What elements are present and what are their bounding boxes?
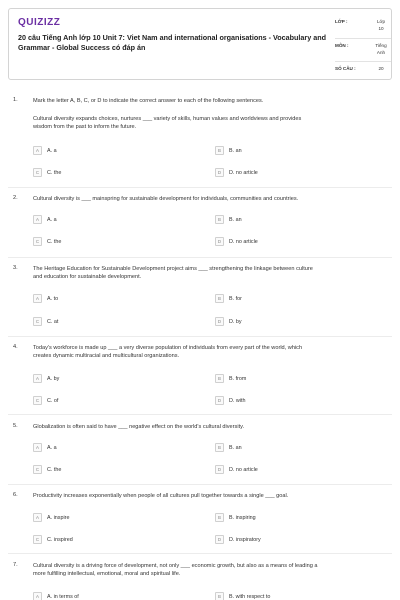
option-letter: D <box>215 396 224 405</box>
option-text: A. a <box>47 216 57 223</box>
answer-option[interactable] <box>215 592 270 600</box>
option-letter: B <box>215 146 224 155</box>
question-line: Productivity increases exponentially when people of all cultures pull together towards a single ___ goal. <box>33 493 289 499</box>
question-divider <box>8 553 392 554</box>
answer-option[interactable] <box>33 374 59 383</box>
option-text: B. with respect to <box>229 593 271 600</box>
question-number: 5. <box>13 423 18 429</box>
answer-option[interactable] <box>33 168 61 177</box>
meta-label: MÔN : <box>335 43 349 48</box>
question-number: 2. <box>13 195 18 201</box>
option-text: D. by <box>229 318 242 325</box>
meta-class <box>335 15 391 38</box>
answer-option[interactable] <box>33 215 57 224</box>
answer-option[interactable] <box>215 317 242 326</box>
answer-option[interactable] <box>33 513 69 522</box>
option-letter: A <box>33 374 42 383</box>
question-divider <box>8 336 392 337</box>
option-text: B. an <box>229 444 242 451</box>
option-text: A. by <box>47 375 60 382</box>
option-text: C. the <box>47 466 62 473</box>
option-letter: A <box>33 146 42 155</box>
question-line: Globalization is often said to have ___ negative effect on the world's cultural diversity. <box>33 424 245 430</box>
question-text <box>33 344 389 360</box>
question-instruction <box>33 97 389 105</box>
question-number: 6. <box>13 492 18 498</box>
option-letter: A <box>33 592 42 600</box>
option-letter: C <box>33 168 42 177</box>
answer-option[interactable] <box>215 237 258 246</box>
answer-option[interactable] <box>215 513 256 522</box>
meta-value-line: Tiếng <box>375 43 387 48</box>
option-text: D. no article <box>229 238 258 245</box>
option-text: A. to <box>47 295 59 302</box>
question-line: creates dynamic multiracial and multicultural organizations. <box>33 353 180 359</box>
option-letter: A <box>33 443 42 452</box>
option-text: C. inspired <box>47 536 73 543</box>
question-number: 4. <box>13 344 18 350</box>
answer-option[interactable] <box>215 168 258 177</box>
option-letter: B <box>215 443 224 452</box>
question-divider <box>8 257 392 258</box>
option-letter: C <box>33 317 42 326</box>
option-text: A. a <box>47 444 57 451</box>
meta-value-line: Lớp <box>376 19 386 24</box>
option-letter: D <box>215 168 224 177</box>
answer-option[interactable] <box>215 146 242 155</box>
option-letter: C <box>33 535 42 544</box>
answer-option[interactable] <box>33 317 58 326</box>
question-text <box>33 265 389 281</box>
question-line: Cultural diversity is a driving force of development, not only ___ economic growth, but also as a means of leading a <box>33 563 318 569</box>
option-letter: A <box>33 513 42 522</box>
option-letter: D <box>215 317 224 326</box>
option-text: C. the <box>47 238 62 245</box>
question-divider <box>8 484 392 485</box>
worksheet-meta <box>335 15 391 77</box>
question-line: wisdom from the past to inform the future. <box>33 124 137 130</box>
question-line: Today's workforce is made up ___ a very diverse population of individuals from every part of the world, which <box>33 345 303 351</box>
meta-value <box>371 15 391 38</box>
question-line: The Heritage Education for Sustainable Development project aims ___ strengthening the linkage between culture <box>33 266 313 272</box>
option-text: C. the <box>47 169 62 176</box>
meta-value-line: Anh <box>376 50 386 55</box>
meta-count <box>335 61 391 77</box>
question-divider <box>8 187 392 188</box>
option-text: B. an <box>229 216 242 223</box>
option-text: D. inspiratory <box>229 536 261 543</box>
answer-option[interactable] <box>215 215 242 224</box>
answer-option[interactable] <box>215 535 261 544</box>
answer-option[interactable] <box>215 465 258 474</box>
option-text: D. with <box>229 397 246 404</box>
question-number: 3. <box>13 265 18 271</box>
option-letter: B <box>215 294 224 303</box>
answer-option[interactable] <box>33 146 57 155</box>
answer-option[interactable] <box>215 294 242 303</box>
question-line: Cultural diversity expands choices, nurtures ___ variety of skills, human values and worldviews and provides <box>33 116 302 122</box>
answer-option[interactable] <box>33 443 57 452</box>
option-text: C. at <box>47 318 59 325</box>
answer-option[interactable] <box>33 294 58 303</box>
question-number: 1. <box>13 97 18 103</box>
meta-value-line: 10 <box>378 26 384 31</box>
question-line: and education for sustainable development. <box>33 274 142 280</box>
meta-label: LỚP : <box>335 19 348 24</box>
question-text <box>33 195 389 203</box>
question-text <box>33 423 389 431</box>
option-letter: C <box>33 396 42 405</box>
answer-option[interactable] <box>33 396 58 405</box>
option-text: B. inspiring <box>229 514 256 521</box>
meta-value <box>371 39 391 61</box>
answer-option[interactable] <box>33 465 61 474</box>
quizizz-logo: QUIZIZZ <box>18 17 61 28</box>
worksheet-header <box>8 8 392 80</box>
option-letter: B <box>215 513 224 522</box>
answer-option[interactable] <box>33 237 61 246</box>
option-text: B. for <box>229 295 242 302</box>
option-letter: A <box>33 215 42 224</box>
option-letter: D <box>215 465 224 474</box>
option-text: A. a <box>47 147 57 154</box>
question-text <box>33 562 389 578</box>
question-text <box>33 115 389 131</box>
question-line: more fulfilling intellectual, emotional, moral and spiritual life. <box>33 571 181 577</box>
answer-option[interactable] <box>215 396 245 405</box>
answer-option[interactable] <box>33 535 73 544</box>
question-line: Cultural diversity is ___ mainspring for sustainable development for individuals, communities and countries. <box>33 196 299 202</box>
option-letter: B <box>215 215 224 224</box>
answer-option[interactable] <box>215 374 246 383</box>
option-letter: B <box>215 374 224 383</box>
option-text: A. in terms of <box>47 593 79 600</box>
meta-subject <box>335 38 391 61</box>
option-letter: A <box>33 294 42 303</box>
meta-label: SỐ CÂU : <box>335 66 356 71</box>
option-letter: D <box>215 535 224 544</box>
option-text: A. inspire <box>47 514 70 521</box>
worksheet-title: 20 câu Tiếng Anh lớp 10 Unit 7: Viet Nam and international organisations - Vocabulary and Grammar - Global Success có đáp án <box>18 33 326 52</box>
answer-option[interactable] <box>33 592 79 600</box>
meta-value <box>371 62 391 77</box>
option-letter: C <box>33 465 42 474</box>
option-text: C. of <box>47 397 59 404</box>
question-number: 7. <box>13 562 18 568</box>
question-line: Mark the letter A, B, C, or D to indicate the correct answer to each of the following sentences. <box>33 98 264 104</box>
option-letter: C <box>33 237 42 246</box>
option-letter: D <box>215 237 224 246</box>
option-text: D. no article <box>229 169 258 176</box>
option-text: D. no article <box>229 466 258 473</box>
answer-option[interactable] <box>215 443 242 452</box>
meta-value-line: 20 <box>378 66 384 71</box>
option-text: B. from <box>229 375 247 382</box>
option-text: B. an <box>229 147 242 154</box>
question-text <box>33 492 389 500</box>
option-letter: B <box>215 592 224 600</box>
question-divider <box>8 414 392 415</box>
